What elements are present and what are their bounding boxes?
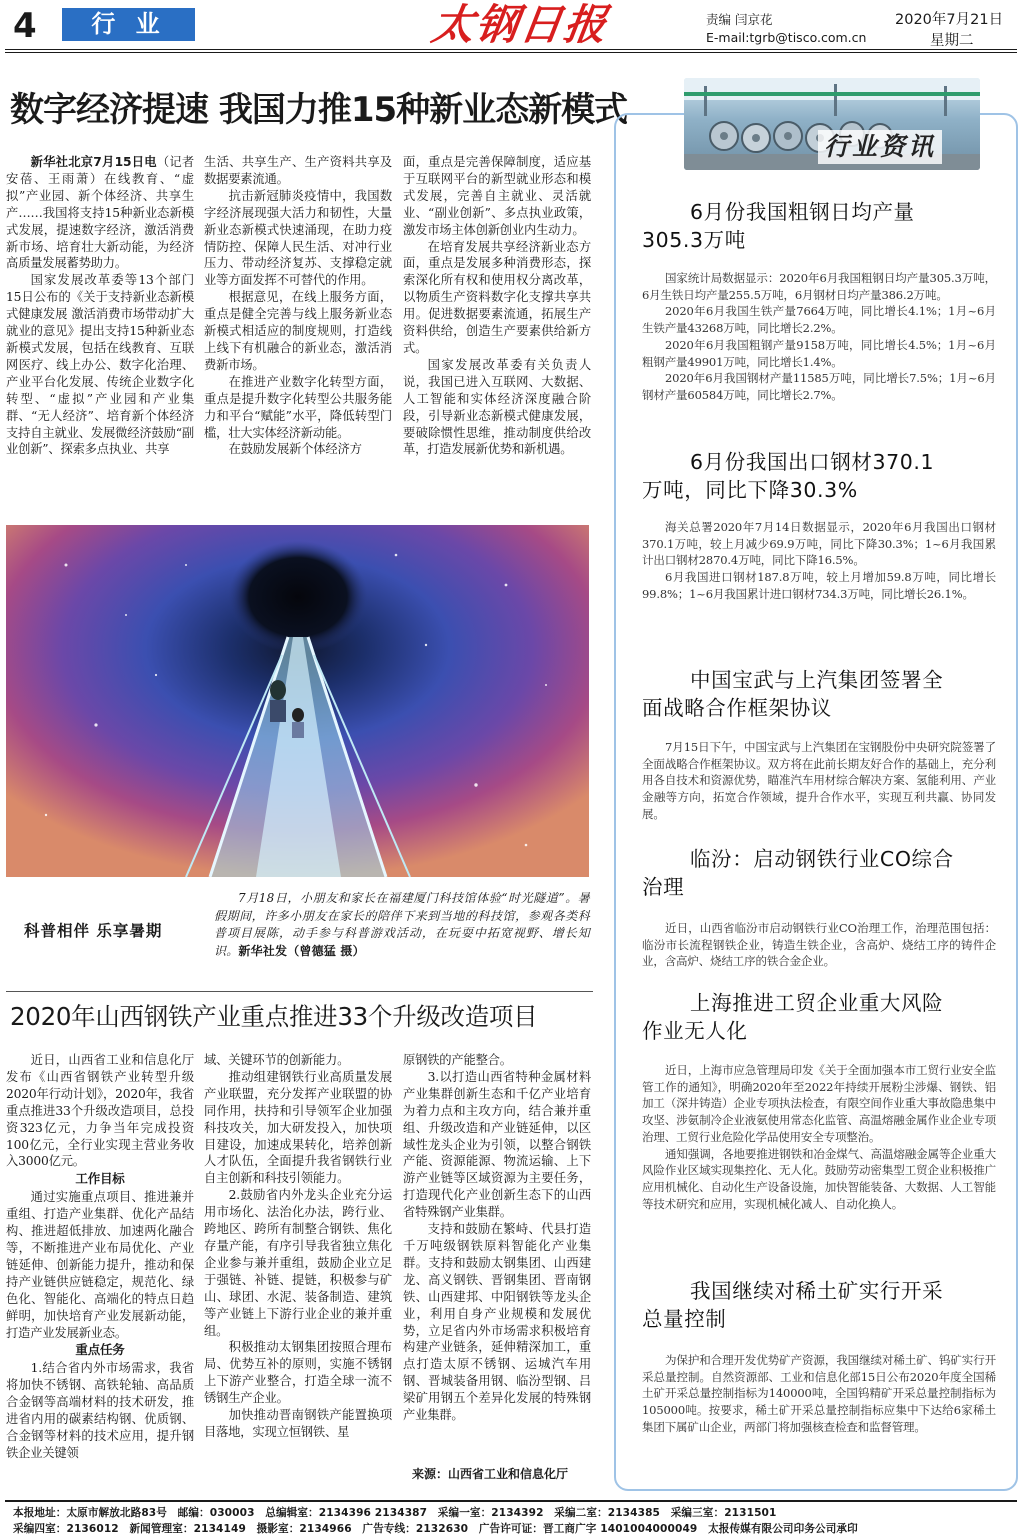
editor-info: 责编 闫京花 xyxy=(706,12,773,27)
sidebar-banner-title: 行业资讯 xyxy=(818,130,942,164)
issue-weekday: 星期二 xyxy=(930,33,974,49)
sidebar-body-4: 近日，山西省临汾市启动钢铁行业CO治理工作，治理范围包括：临汾市长流程钢铁企业，铸造生铁企业，含高炉、烧结工序的铸件企业，含高炉、烧结工序的铁合金企业。 xyxy=(642,921,996,969)
sidebar-body-1: 国家统计局数据显示：2020年6月我国粗钢日均产量305.3万吨，6月生铁日均产量255.5万吨，6月钢材日均产量386.2万吨。 2020年6月我国生铁产量7664万吨，同比增长4.1%；1月~6月生铁产量43268万吨，同比增长2.2%。 2020年6月我国粗钢产量9158万吨，同比增长4.5%；1月~6月粗钢产量49901万吨，同比增长1.4%。 2020年6月我国钢材产量11585万吨，同比增长7.5%；1月~6月钢材产量60584万吨，同比增长2.7%。 xyxy=(642,271,996,402)
email-info: E-mail:tgrb@tisco.com.cn xyxy=(706,30,867,45)
photo-credit: 新华社发（曾德猛 摄） xyxy=(238,943,365,958)
sidebar-headline-6: 我国继续对稀土矿实行开采 总量控制 xyxy=(642,1279,944,1331)
sidebar-headline-3: 中国宝武与上汽集团签署全 面战略合作框架协议 xyxy=(642,668,944,720)
issue-date: 2020年7月21日 xyxy=(895,12,1004,28)
sidebar-body-3: 7月15日下午，中国宝武与上汽集团在宝钢股份中央研究院签署了全面战略合作框架协议。双方将在此前长期友好合作的基础上，充分利用各自技术和资源优势，瞄准汽车用材综合解决方案、氢能利用、产业金融等方向，拓宽合作领域，提升合作水平，实现互利共赢、协同发展。 xyxy=(642,740,996,821)
photo-title: 科普相伴 乐享暑期 xyxy=(24,922,163,940)
footer-line-1: 本报地址：太原市解放北路83号 邮编：030003 总编辑室：2134396 2134387 采编一室：2134392 采编二室：2134385 采编三室：2131501 xyxy=(13,1507,777,1519)
article2-col3: 原钢铁的产能整合。 3.以打造山西省特种金属材料产业集群创新生态和千亿产业培育为着力点和主攻方向，结合兼并重组、升级改造和产业链延伸，以区域性龙头企业为引领，以整合钢铁产能、资源能源、物流运输、上下游产业链等区域资源为主要任务，打造现代化产业创新生态下的山西省特殊钢产业集群。 支持和鼓励在繁峙、代县打造千万吨级钢铁原料智能化产业集群。支持和鼓励太钢集团、山西建龙、高义钢铁、晋钢集团、晋南钢铁、山西建邦、中阳钢铁等龙头企业，利用自身产业规模和发展优势，立足省内外市场需求积极培育构建产业链条，延伸精深加工，重点打造太原不锈钢、运城汽车用钢、晋城装备用钢、临汾型钢、吕梁矿用钢五个差异化发展的特殊钢产业集群。 xyxy=(403,1053,591,1423)
dateline: 新华社北京7月15日电 xyxy=(30,155,157,169)
article2-col1: 近日，山西省工业和信息化厅发布《山西省钢铁产业转型升级2020年行动计划》，2020年，我省重点推进33个升级改造项目，总投资323亿元，力争当年完成投资100亿元，全行业实现主营业务收入3000亿元。 工作目标 通过实施重点项目、推进兼并重组、打造产业集群、优化产品结构、推进超低排放、加速两化融合等，不断推进产业布局优化、产业链延伸、创新能力提升，推动和保持产业链供应链稳定，规范化、绿色化、智能化、高端化的特点日趋鲜明，加快培育产业发展新动能，打造产业发展新业态。 重点任务 1.结合省内外市场需求，我省将加快不锈钢、高铁轮轴、高品质合金钢等高端材料的技术研发，推进省内用的碳素结构钢、优质钢、合金钢等材料的技术应用，提升钢铁企业关键领 xyxy=(6,1053,194,1460)
sidebar-body-5: 近日，上海市应急管理局印发《关于全面加强本市工贸行业安全监管工作的通知》，明确2020年至2022年持续开展粉尘涉爆、钢铁、铝加工（深井铸造）企业专项执法检查，有限空间作业重大事故隐患集中攻坚、涉氨制冷企业液氨使用常态化监管、高温熔融金属作业企业专项治理、工贸行业危险化学品使用安全专项整治。 通知强调，各地要推进钢铁和冶金煤气、高温熔融金属等企业重大风险作业区域实现集控化、无人化。鼓励劳动密集型工贸企业积极推广应用机械化、自动化生产设备设施，加快智能装备、大数据、人工智能等技术研究和应用，实现机械化减人、自动化换人。 xyxy=(642,1063,996,1211)
sidebar-headline-5: 上海推进工贸企业重大风险 作业无人化 xyxy=(642,991,944,1043)
article2-headline: 2020年山西钢铁产业重点推进33个升级改造项目 xyxy=(10,1002,538,1031)
section-tab: 行 业 xyxy=(62,8,195,41)
article1-col3: 面，重点是完善保障制度，适应基于互联网平台的新型就业形态和模式发展，完善自主就业、灵活就业、“副业创新”、多点执业政策，激发市场主体创新创业内生动力。 在培育发展共享经济新业态方面，重点是发展多种消费形态，探索深化所有权和使用权分离改革，以物质生产资料数字化支撑共享共用。促进数据要素流通，拓展生产资料供给，创造生产要素供给新方式。 国家发展改革委有关负责人说，我国已进入互联网、大数据、人工智能和实体经济深度融合阶段，引导新业态新模式健康发展，要破除惯性思维，推动制度供给改革，打造发展新优势和新机遇。 xyxy=(403,155,591,457)
masthead-rule xyxy=(5,49,1017,53)
sub-task: 重点任务 xyxy=(75,1342,125,1358)
footer-line-2: 采编四室：2136012 新闻管理室：2134149 摄影室：2134966 广告专线：2132630 广告许可证：晋工商广字 1401004000049 太报传媒有限公司印务公司承印 xyxy=(13,1523,858,1535)
photo-caption xyxy=(214,890,590,960)
sidebar-headline-4: 临汾：启动钢铁行业CO综合 治理 xyxy=(642,847,954,899)
sidebar-headline-1: 6月份我国粗钢日均产量 305.3万吨 xyxy=(642,200,915,252)
photo-time-tunnel xyxy=(6,525,589,877)
article1-col2: 生活、共享生产、生产资料共享及数据要素流通。 抗击新冠肺炎疫情中，我国数字经济展现强大活力和韧性，大量新业态新模式快速涌现，在助力疫情防控、保障人民生活、对冲行业压力、带动经济复苏、支撑稳定就业等方面发挥不可替代的作用。 根据意见，在线上服务方面，重点是健全完善与线上服务新业态新模式相适应的制度规则，打造线上线下有机融合的新业态，激活消费新市场。 在推进产业数字化转型方面，重点是提升数字化转型公共服务能力和平台“赋能”水平，降低转型门槛，壮大实体经济新动能。 在鼓励发展新个体经济方 xyxy=(204,155,392,457)
paper-logo: 太钢日报 xyxy=(428,0,612,49)
photo-illustration xyxy=(6,525,589,877)
page-number: 4 xyxy=(13,6,37,46)
sidebar-headline-2: 6月份我国出口钢材370.1 万吨，同比下降30.3% xyxy=(642,450,935,502)
article2-col2: 域、关键环节的创新能力。 推动组建钢铁行业高质量发展产业联盟，充分发挥产业联盟的协同作用，扶持和引导领军企业加强科技攻关，加大研发投入，加快项目建设，加速成果转化，培养创新人才队伍，全面提升我省钢铁行业自主创新和科技引领能力。 2.鼓励省内外龙头企业充分运用市场化、法治化办法，跨行业、跨地区、跨所有制整合钢铁、焦化存量产能，有序引导我省独立焦化企业参与兼并重组，鼓励企业立足于强链、补链、提链，积极参与矿山、球团、水泥、装备制造、建筑等产业链上下游行业企业的兼并重组。 积极推动太钢集团按照合理布局、优势互补的原则，实施不锈钢上下游产业整合，打造全球一流不锈钢生产企业。 加快推动晋南钢铁产能置换项目落地，实现立恒钢铁、星 xyxy=(204,1053,392,1439)
sidebar-body-2: 海关总署2020年7月14日数据显示，2020年6月我国出口钢材370.1万吨，较上月减少69.9万吨，同比下降30.3%；1~6月我国累计出口钢材2870.4万吨，同比下降16.5%。 6月我国进口钢材187.8万吨，较上月增加59.8万吨，同比增长99.8%；1~6月我国累计进口钢材734.3万吨，同比增长26.1%。 xyxy=(642,520,996,601)
sidebar-body-6: 为保护和合理开发优势矿产资源，我国继续对稀土矿、钨矿实行开采总量控制。自然资源部、工业和信息化部15日公布2020年度全国稀土矿开采总量控制指标为140000吨，全国钨精矿开采总量控制指标为105000吨。按要求，稀土矿开采总量控制指标应集中下达给6家稀土集团下属矿山企业，两部门将加强核查检查和监督管理。 xyxy=(642,1353,996,1434)
sub-goal: 工作目标 xyxy=(75,1171,125,1187)
caption-text: 7月18日，小朋友和家长在福建厦门科技馆体验“时光隧道”。暑假期间，许多小朋友在家长的陪伴下来到当地的科技馆，参观各类科普项目展陈，动手参与科普游戏活动，在玩耍中拓宽视野、增长知识。 xyxy=(214,891,590,958)
footer-rule xyxy=(5,1500,1017,1502)
article1-col1: 新华社北京7月15日电（记者安蓓、王雨萧）在线教育、“虚拟”产业园、新个体经济、共享生产……我国将支持15种新业态新模式发展，提速数字经济，激活消费新市场、培育壮大新动能，为经济高质量发展蓄势助力。 国家发展改革委等13个部门15日公布的《关于支持新业态新模式健康发展 激活消费市场带动扩大就业的意见》提出支持15种新业态新模式发展，包括在线教育、互联网医疗、线上办公、数字化治理、产业平台化发展、传统企业数字化转型、“虚拟”产业园和产业集群、“无人经济”、培育新个体经济支持自主就业、发展微经济鼓励“副业创新”、探索多点执业、共享 xyxy=(6,155,194,457)
article1-headline: 数字经济提速 我国力推15种新业态新模式 xyxy=(10,90,628,130)
article2-top-rule xyxy=(6,991,593,992)
article2-source: 来源：山西省工业和信息化厅 xyxy=(412,1467,569,1481)
